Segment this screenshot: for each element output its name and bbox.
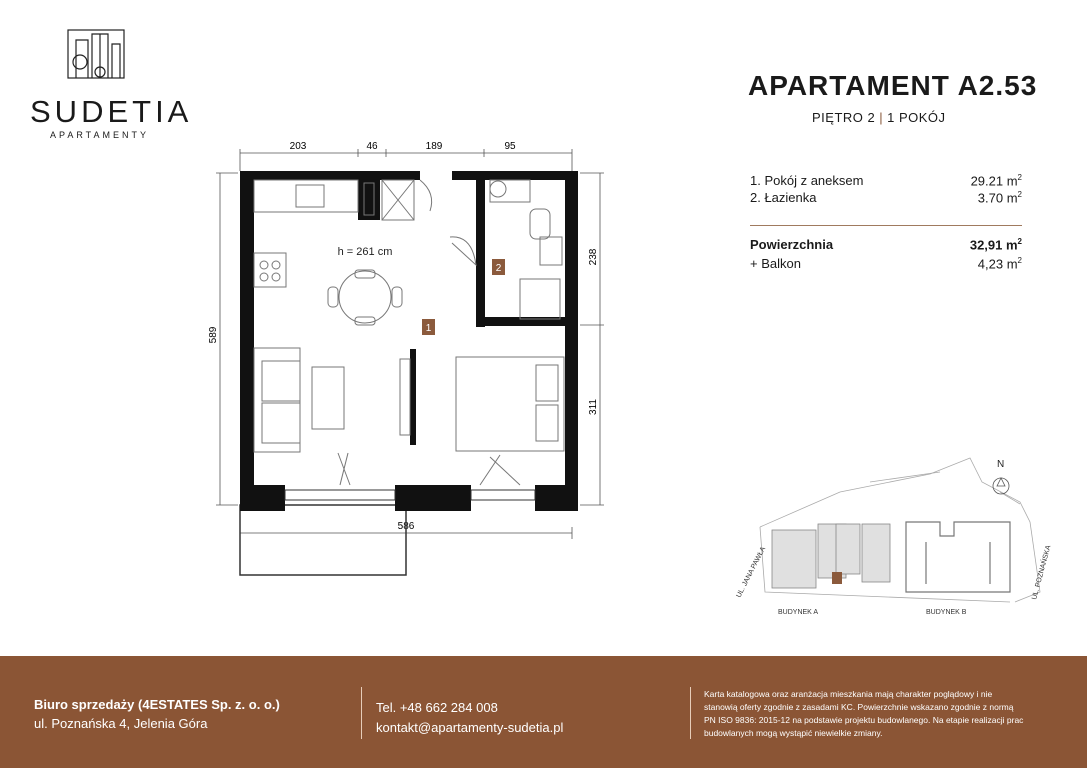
total-area: 32,91 $m^2$ (969, 237, 1022, 253)
dim-top-4: 95 (504, 141, 516, 152)
site-plan (720, 452, 1070, 627)
brand-name: SUDETIA (30, 94, 193, 129)
floor-plan (200, 135, 620, 585)
logo-mark (62, 26, 132, 84)
building-a-label: BUDYNEK A (778, 609, 819, 616)
company-address: ul. Poznańska 4, Jelenia Góra (34, 716, 208, 731)
room-row (750, 173, 1022, 188)
room-row (750, 190, 1022, 205)
room-label: 2. Łazienka (750, 190, 817, 205)
dim-right-top: 238 (588, 248, 599, 266)
apartment-title: APARTAMENT A2.53 (748, 70, 1038, 101)
brand-subtitle: APARTAMENTY (50, 130, 150, 140)
divider (750, 225, 1022, 226)
street-left: UL. JANA PAWŁA (735, 545, 768, 599)
balcony-row (750, 256, 1022, 271)
building-b-label: BUDYNEK B (926, 609, 967, 616)
room-tag-2-text: 2 (495, 263, 502, 274)
disclaimer: Karta katalogowa oraz aranżacja mieszkania mają charakter poglądowy i nie stanowią oferty zgodnie z zasadami KC. Powierzchnie wskazano zgodnie z normą PN ISO 9836: 2015-12 na podstawie projektu budowlanego. Na etapie realizacji prac budowlanych mogą wystąpić niewielkie zmiany. (704, 689, 1024, 738)
dim-top-2: 46 (366, 141, 378, 152)
dim-bottom: 586 (397, 521, 415, 532)
total-label: Powierzchnia (750, 237, 834, 252)
dim-right-bottom: 311 (588, 399, 599, 415)
street-right: UL. POZNAŃSKA (1031, 544, 1053, 601)
dim-left: 589 (208, 326, 219, 344)
footer (0, 656, 1087, 768)
north-label: N (997, 459, 1005, 470)
dim-top-1: 203 (289, 141, 307, 152)
room-tag-1-text: 1 (425, 323, 432, 334)
footer-divider (361, 687, 362, 739)
footer-divider (690, 687, 691, 739)
room-label: 1. Pokój z aneksem (750, 173, 864, 188)
room-area: 3.70 $m^2$ (977, 190, 1022, 206)
balcony-label: + Balkon (750, 256, 801, 271)
separator: | (879, 110, 884, 125)
ceiling-height: h = 261 cm (337, 246, 393, 258)
phone-link[interactable]: Tel. +48 662 284 008 (376, 700, 498, 715)
room-area: 29.21 $m^2$ (970, 173, 1022, 189)
dim-top-3: 189 (425, 141, 443, 152)
rooms-count: 1 POKÓJ (887, 110, 946, 125)
balcony-area: 4,23 $m^2$ (977, 256, 1022, 272)
floor-label: PIĘTRO 2 (812, 110, 876, 125)
email-link[interactable]: kontakt@apartamenty-sudetia.pl (376, 720, 564, 735)
company-name: Biuro sprzedaży (4ESTATES Sp. z. o. o.) (34, 697, 280, 712)
apartment-subtitle (812, 110, 946, 125)
total-row (750, 237, 1022, 252)
